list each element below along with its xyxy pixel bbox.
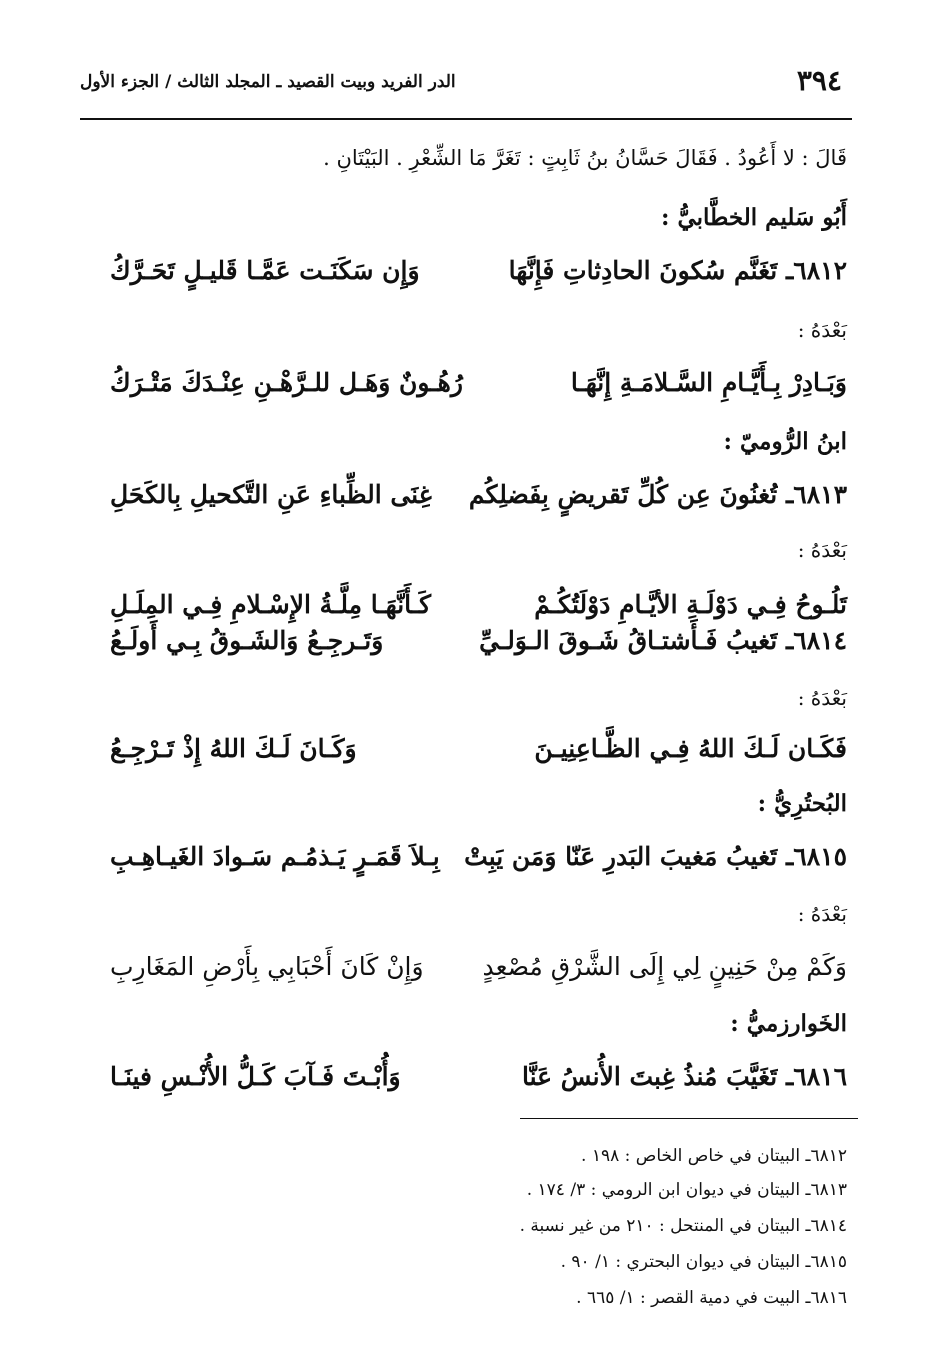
verse-6812	[110, 256, 847, 296]
verse-6816	[110, 1062, 847, 1102]
footnote-6813: ٦٨١٣ـ البيتان في ديوان ابن الرومي : ٣/ ١٧٤ .	[526, 1180, 847, 1200]
verse-6815	[110, 842, 847, 882]
verse-first-hemistich: ٦٨١٥ـ تَغيبُ مَغيبَ البَدرِ عَنّا وَمَن يَبِتْ	[464, 842, 847, 871]
verse-first-hemistich: وَكَمْ مِنْ حَنِينٍ لِي إِلَى الشَّرْقِ مُصْعِدٍ	[482, 952, 847, 981]
verse-second-hemistich: كَـأَنَّهَـا مِلَّـةُ الإِسْـلامِ فِـي المِلَـلِ	[110, 590, 432, 619]
verse-second-hemistich: رُهُـونٌ وَهَـل للـرَّهْـنِ عِنْـدَكَ مَتْـرَكُ	[110, 368, 463, 397]
verse-6814-follow	[110, 734, 847, 774]
page-number: ٣٩٤	[796, 64, 842, 97]
after-label: بَعْدَهُ :	[797, 686, 847, 710]
verse-first-hemistich: فَكَـان لَـكَ اللهُ فِـي الظَّـاعِنِيـنَ	[534, 734, 847, 763]
header-rule	[80, 118, 852, 120]
footnote-6816: ٦٨١٦ـ البيت في دمية القصر : ١/ ٦٦٥ .	[576, 1288, 847, 1308]
running-head: الدر الفريد وبيت القصيد ـ المجلد الثالث / الجزء الأول	[80, 72, 456, 92]
poet-name: البُحتُرِيُّ :	[757, 790, 847, 817]
footnote-rule	[520, 1118, 858, 1119]
verse-second-hemistich: وَكَـانَ لَـكَ اللهُ إِذْ تَـرْجِـعُ	[110, 734, 357, 763]
verse-first-hemistich: ٦٨١٤ـ تَغيبُ فَـأَشتـاقُ شَـوقَ الـوَلـيِّ	[479, 626, 847, 655]
after-label: بَعْدَهُ :	[797, 902, 847, 926]
verse-second-hemistich: وَإِن سَكَنَـت عَمَّـا قَليـلٍ تَحَـرَّكُ	[110, 256, 420, 285]
verse-first-hemistich: ٦٨١٦ـ تَغَيَّبَ مُنذُ غِبتَ الأُنسُ عَنَّا	[521, 1062, 847, 1091]
verse-second-hemistich: بِـلاَ قَمَـرٍ يَـذمُـم سَـوادَ الغَيـاهِـبِ	[110, 842, 440, 871]
footnote-6815: ٦٨١٥ـ البيتان في ديوان البحتري : ١/ ٩٠ .	[560, 1252, 847, 1272]
poet-name: أَبُو سَليم الخطَّابيُّ :	[660, 204, 847, 231]
verse-6812-follow	[110, 368, 847, 408]
verse-6814	[110, 626, 847, 666]
verse-first-hemistich: تَلُـوحُ فِـي دَوْلَـةِ الأيَّـامِ دَوْلَتُكُـمْ	[534, 590, 847, 619]
verse-6815-follow	[110, 952, 847, 992]
footnote-6812: ٦٨١٢ـ البيتان في خاص الخاص : ١٩٨ .	[581, 1146, 847, 1166]
verse-second-hemistich: غِنَى الظِّباءِ عَنِ التَّكحيلِ بِالكَحَلِ	[110, 480, 432, 509]
page-header	[80, 64, 850, 112]
verse-6813	[110, 480, 847, 520]
verse-second-hemistich: وَتَـرجِـعُ وَالشَـوقُ بِـي أَولَـعُ	[110, 626, 384, 655]
poet-name: الخَوارزميُّ :	[730, 1010, 847, 1037]
verse-second-hemistich: وَأُبْـتَ فَـآبَ كَـلُّ الأُنْـسِ فينَـا	[110, 1062, 401, 1091]
verse-6813-follow	[110, 590, 847, 630]
verse-second-hemistich: وَإِنْ كَانَ أَحْبَابِي بِأَرْضِ المَغَارِبِ	[110, 952, 424, 981]
intro-line: قَالَ : لا أَعُودُ . فَقَالَ حَسَّانُ بنُ ثَابِتٍ : تَغَرَّ مَا الشِّعْرِ . البَيْتَانِ .	[323, 146, 847, 170]
footnote-6814: ٦٨١٤ـ البيتان في المنتحل : ٢١٠ من غير نسبة .	[519, 1216, 847, 1236]
verse-first-hemistich: ٦٨١٢ـ تَغَنَّم سُكونَ الحادِثاتِ فَإِنَّهَا	[508, 256, 847, 285]
verse-first-hemistich: وَبَـادِرْ بِـأَيَّـامِ السَّـلامَـةِ إِنَّهَـا	[570, 368, 847, 397]
after-label: بَعْدَهُ :	[797, 318, 847, 342]
after-label: بَعْدَهُ :	[797, 538, 847, 562]
verse-first-hemistich: ٦٨١٣ـ تُغنُونَ عِن كُلِّ تَقريضٍ بِفَضلِكُم	[468, 480, 847, 509]
poet-name: ابنُ الرُّوميّ :	[723, 428, 847, 455]
